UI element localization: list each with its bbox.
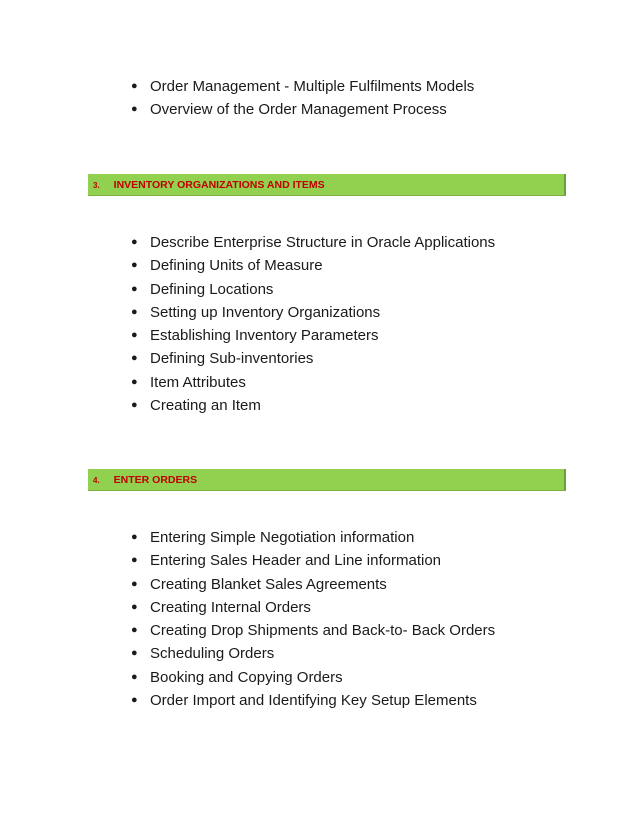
bullet-icon: ●: [131, 647, 138, 660]
list-item: [130, 596, 495, 619]
list-item-text: Defining Locations: [150, 280, 274, 298]
section-heading-inventory: [88, 174, 566, 196]
list-item: [130, 347, 495, 370]
list-item: [130, 254, 495, 277]
bullet-icon: ●: [131, 600, 138, 613]
section-title: INVENTORY ORGANIZATIONS AND ITEMS: [113, 179, 325, 191]
bullet-icon: ●: [131, 531, 138, 543]
list-item: [130, 324, 495, 347]
list-item: [130, 231, 495, 254]
bullet-icon: ●: [131, 282, 138, 295]
bullet-icon: ●: [131, 352, 138, 365]
inventory-bullet-list: [130, 231, 495, 417]
bullet-icon: ●: [131, 259, 138, 272]
list-item-text: Order Import and Identifying Key Setup Elements: [150, 692, 477, 710]
list-item-text: Creating Blanket Sales Agreements: [150, 575, 387, 593]
list-item: [130, 549, 495, 572]
list-item-text: Overview of the Order Management Process: [150, 101, 447, 119]
list-item-text: Booking and Copying Orders: [150, 668, 343, 686]
list-item: [130, 98, 474, 121]
bullet-icon: ●: [131, 554, 138, 567]
list-item-text: Setting up Inventory Organizations: [150, 303, 381, 321]
list-item-text: Creating Drop Shipments and Back-to- Back Orders: [150, 622, 496, 640]
bullet-icon: ●: [131, 305, 138, 318]
list-item: [130, 642, 495, 665]
list-item-text: Order Management - Multiple Fulfilments Models: [150, 78, 475, 95]
bullet-icon: ●: [131, 577, 138, 590]
bullet-icon: ●: [131, 694, 138, 707]
section-number: 3.: [93, 181, 100, 190]
bullet-icon: ●: [131, 399, 138, 412]
bullet-icon: ●: [131, 236, 138, 248]
list-item-text: Item Attributes: [150, 373, 246, 391]
list-item: [130, 573, 495, 596]
list-item-text: Entering Simple Negotiation information: [150, 529, 415, 546]
section-title: ENTER ORDERS: [113, 474, 198, 486]
bullet-icon: ●: [131, 103, 138, 116]
list-item: [130, 689, 495, 712]
list-item-text: Establishing Inventory Parameters: [150, 327, 379, 345]
section-number: 4.: [93, 476, 100, 485]
list-item: [130, 278, 495, 301]
bullet-icon: ●: [131, 375, 138, 388]
list-item-text: Scheduling Orders: [150, 645, 275, 663]
list-item-text: Creating Internal Orders: [150, 598, 311, 616]
section-heading-enter-orders: [88, 469, 566, 491]
list-item-text: Entering Sales Header and Line information: [150, 552, 442, 570]
list-item-text: Defining Sub-inventories: [150, 350, 314, 368]
bullet-icon: ●: [131, 329, 138, 342]
bullet-icon: ●: [131, 80, 138, 92]
bullet-icon: ●: [131, 624, 138, 637]
intro-bullet-list: [130, 75, 474, 122]
list-item: [130, 75, 474, 98]
list-item-text: Describe Enterprise Structure in Oracle Applications: [150, 234, 496, 251]
list-item: [130, 619, 495, 642]
list-item: [130, 666, 495, 689]
list-item-text: Defining Units of Measure: [150, 257, 323, 275]
list-item: [130, 394, 495, 417]
bullet-icon: ●: [131, 670, 138, 683]
list-item-text: Creating an Item: [150, 397, 261, 415]
enter-orders-bullet-list: [130, 526, 495, 712]
list-item: [130, 526, 495, 549]
list-item: [130, 371, 495, 394]
list-item: [130, 301, 495, 324]
